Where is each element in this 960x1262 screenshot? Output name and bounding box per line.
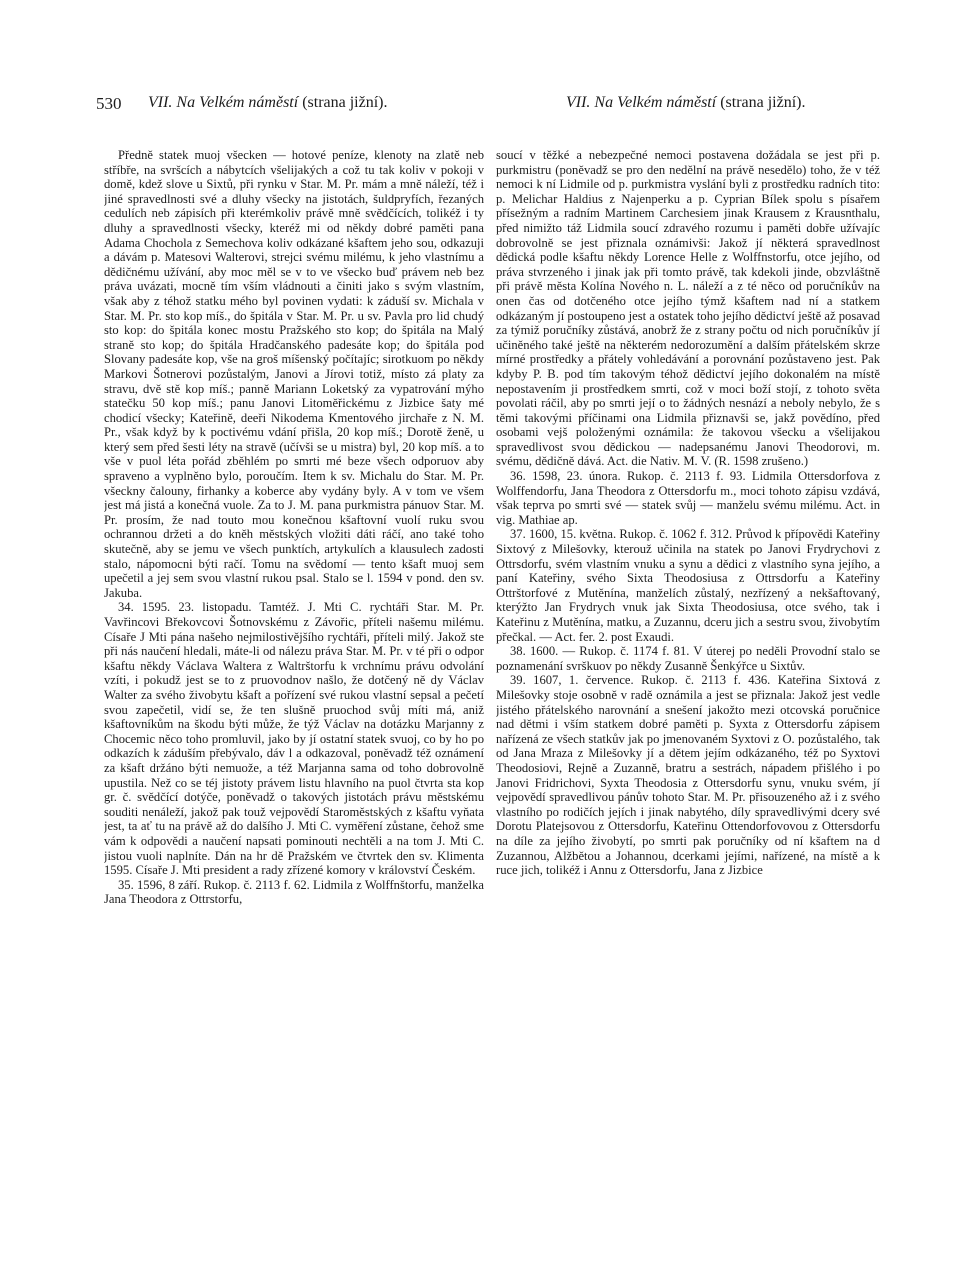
entry-34: 34. 1595. 23. listopadu. Tamtéž. J. Mti C. rychtáři Star. M. Pr. Vavřincovi Břekovcovi Šotnovskému z Závořic, příteli našemu milému. Císaře J Mti pána našeho nejmilostivějšího rychtáři, příteli milý. Jakož ste při nás naučení hledali, máte-li od nálezu práva Star. M. Pr. v té při o odpor kšaftu někdy Václava Waltera z Waltrštorfu k vrchnímu právu odvolání vzíti, i pokudž jest se to z pruovodnov našlo, že dotčený ně dy Václav Walter za svého živobytu kšaft a pořízení své rukou vlastní sepsal a pečetí svou zapečetil, vidí se, že ten slušně pruochod svůj míti má, aniž kšaftovníkům na škodu býti může, že týž Václav na dotázku Marjanny z Chocemic něco toho promluvil, jako by jí ostatní statek svuoj, co by ho po odkazích k záduším přebývalo, dáv l a odkazoval, poněvadž též oznámení za kšaft držáno býti nemuože, a též Marjanna sama od toho dobrovolně upustila. Než co se téj jistoty právem listu hlavního na puol čtvrta sta kop gr. č. svědčící dotýče, poněvadž o takových jistotách právu městskému souditi nenáleží, jakož pak touž vejpovědí Staroměstských z kšaftu vyňata jest, ta ať tu na právě až do dalšího J. Mti C. vyměření zůstane, čehož sme vám k odpovědi a naučení napsati pominouti nechtěli a na tom J. Mti C. jistou vuoli naplníte. Dán na hr dě Pražském ve čtvrtek den sv. Klimenta 1595. Císaře J. Mti president a rady zřízené komory v království Českém. xyxy=(104,600,484,878)
running-title-left-suffix: (strana jižní). xyxy=(298,94,388,111)
left-paragraph-1: Předně statek muoj všecken — hotové peníze, klenoty na zlatě neb stříbře, na svršcích a nábytcích všelijakých a což tu tak koliv v pokoji v domě, kdež slove u Sixtů, při rynku v Star. M. Pr. mám a mně náleží, též i jiné spravedlnosti své a dluhy všecky na jistotách, šuldpryfích, řezaných cedulích neb zápisích při kterémkoliv právě mně svědčících, tolikéž i ty dluhy a spravedlnosti všecky, kteréž mi od někdy dobré paměti pana Adama Chochola z Semechova koliv odkázané kšaftem jeho sou, odkazuji a dávám p. Matesovi Walterovi, strejci svému milému, k jeho vlastnímu a dědičnému užívání, aby moc měl se v to ve všecko buď právem neb bez práva uvázati, mocně tím vším vládnouti a činiti jako s svým vlastním, však aby z téhož statku mého byl povinen vydati: k záduší sv. Michala v Star. M. Pr. sto kop míš., do špitála v Star. M. Pr. u sv. Pavla pro lid chudý sto kop: do špitála konec mostu Pražského sto kop; do špitála na Malý straně sto kop; do špitála Hradčanského padesáte kop; do špitála pod Slovany padesáte kop, vše na groš míšenský počítajíc; sirotkuom po někdy Markovi Šotnerovi pozůstalým, Janovi a Jírovi totiž, místo zá platy za stravu, dvě stě kop míš.; panně Mariann Loketský za vypatrování mýho statečku 50 kop míš.; panu Janovi Litoměřickému z Jizbice šaty mé chodicí všecky; Kateřině, deeři Nikodema Kmentového jirchaře z N. M. Pr., však když by k poctivému vdání přišla, 20 kop míš.; Dorotě ženě, u který sem před šesti léty na stravě (učívši se u mistra) byl, 20 kop míš. a to vše v puol léta pořád zběhlém po smrti mé beze všech odporuov aby spraveno a vyplněno bylo, poroučím. Item k sv. Michalu do Star. M. Pr. všeckny čalouny, firhanky a koberce aby vydány byly. A v tom ve všem jest má jistá a konečná vuole. Za to J. M. pana purkmistra pánuov Star. M. Pr. prosím, že nad touto mou konečnou kšaftovní vuolí ruku svou ochrannou držeti a do kněh městských vložiti dáti ráčí, ano také toho skutečně, aby se jemu ve všech punktích, artykulích a klausulech zadosti stalo, nápomocni býti račí. Tomu na svědomí — tento kšaft muoj sem upečetil a jej sem svou vlastní rukou psal. Stalo se l. 1594 v pond. den sv. Jakuba. xyxy=(104,148,484,600)
page-header xyxy=(96,94,856,118)
left-column xyxy=(104,148,484,1188)
running-title-right-italic: VII. Na Velkém náměstí xyxy=(566,94,717,111)
running-title-right xyxy=(566,94,805,112)
right-paragraph-continued: soucí v těžké a nebezpečné nemoci postavena dožádala se jest při p. purkmistru (poněvadž se pro den nedělní na právě nesedělo) toho, že v též nemoci k ní Lidmile od p. purkmistra vyslání byli z prostředku radních tito: p. Melichar Haldius z Najenperku a p. Cyprian Bílek spolu s písařem přísežným a radním Martinem Carchesiem jinak Krausem z Krausnthalu, před nimižto táž Lidmila soucí zdravého rozumu i paměti dobře užívajíc dobrovolně se jest přiznala oznámivši: Jakož jí některá spravedlnost dědická podle kšaftu někdy Lorence Helle z Wolffnstorfu, otce jejího, od práva stvrzeného i jinak jak při tomto právě, tak kdekoli jinde, obzvláštně při právě města Kolína Nového n. L. náleží a z té něco od poručníkův na onen čas od dotčeného otce jejího týmž kšaftem nad ní a statkem odkázaným jí postoupeno jest a ostatek toho jejího dědictví ještě až posavad za týmiž poručníky zůstává, anobrž že z strany počtu od nich poručníkův jí učiněného také ještě na některém nedorozumění a dalším přátelském skrze mírné prostředky a přátely vohledávání a porovnání pozůstaveno jest. Pak kdyby P. B. pod tím takovým téhož dědictví jejího dokonalém na místě nepostavením ji prostředkem smrti, což v moci boží stojí, z tohoto světa povolati ráčil, aby po smrti její o to žádných nesnází a neboly nebylo, že s těmi takovými příčinami ona Lidmila přiznavši se, jakž povědíno, před osobami vejš položenými oznámila: že takovou všecku a všelijakou spravedlivost svou dědickou — nadepsanému Janovi Theodorovi, m. svému, dědičně dává. Act. die Nativ. M. V. (R. 1598 zrušeno.) xyxy=(496,148,880,469)
running-title-left-italic: VII. Na Velkém náměstí xyxy=(148,94,299,111)
right-column xyxy=(496,148,880,1188)
entry-37: 37. 1600, 15. května. Rukop. č. 1062 f. 312. Průvod k přípovědi Kateřiny Sixtový z Milešovky, kterouž učinila na statek po Janovi Frydrychovi z Ottrsdorfu, svém vlastním vnuku a synu a dědici z vlastního syna jejího, a paní Kateřiny, svého Sixta Theodosiusa z Ottrsdorfu a Kateřiny Ottrštorfové z Mutěnína, manželích zůstalý, nezřízený a nekšaftovaný, kterýžto Jan Frydrych vnuk jak Sixta Theodosiusa, otce svého, tak i Kateřinu z Mutěnína, matku, a Zuzannu, dceru jich a sestru svou, živobytím přečkal. — Act. fer. 2. post Exaudi. xyxy=(496,527,880,644)
entry-39: 39. 1607, 1. července. Rukop. č. 2113 f. 436. Kateřina Sixtová z Milešovky stoje osobně v radě oznámila a jest se přiznala: Jakož jest vedle jistého přátelského narovnání a snešení jakožto mezi otcovská poručnice nad dětmi i vším statkem dobré paměti p. Syxta z Ottersdorfu zápisem nařízená ze všech statkův jak po jmenovaném Syxtovi z O. pozůstalého, tak od Jana Mraza z Milešovky jí a dětem jejím odkázaného, též po Syxtovi Theodosiovi, Rejně a Zuzanně, bratru a sestrách, nápadem přišlého i po Janovi Fridrichovi, Syxta Theodosia z Ottersdorfu synu, vnuku svém, jí vejpovědí spravedlivou pánův tohoto Star. M. Pr. přisouzeného až i z svého vlastního po rodičích jejích i jinak nabytého, díly spravedlivými dcery své Dorotu Platejsovou z Ottersdorfu, Kateřinu Ottendorfovovou z Ottersdorfu na díle za jejího živobytí, po smrti pak poručníky od ní kšaftem na d Zuzannou, Alžbětou a Johannou, dcerkami jejími, nařízené, na místě a k ruce jich, tolikéž i Annu z Ottersdorfu, Jana z Jizbice xyxy=(496,673,880,878)
entry-35: 35. 1596, 8 září. Rukop. č. 2113 f. 62. Lidmila z Wolffnštorfu, manželka Jana Theodora z Ottrstorfu, xyxy=(104,877,484,907)
entry-36: 36. 1598, 23. února. Rukop. č. 2113 f. 93. Lidmila Ottersdorfova z Wolffendorfu, Jana Theodora z Ottersdorfu m., moci tohoto zápisu vzdává, však teprva po smrti své — statek svůj — manželu svému milému. Act. in vig. Mathiae ap. xyxy=(496,469,880,527)
running-title-right-suffix: (strana jižní). xyxy=(716,94,806,111)
running-title-left xyxy=(148,94,387,112)
entry-38: 38. 1600. — Rukop. č. 1174 f. 81. V úterej po neděli Provodní stalo se poznamenání svrškuov po někdy Zusanně Šenkýřce u Sixtův. xyxy=(496,644,880,673)
page-number: 530 xyxy=(96,94,122,113)
